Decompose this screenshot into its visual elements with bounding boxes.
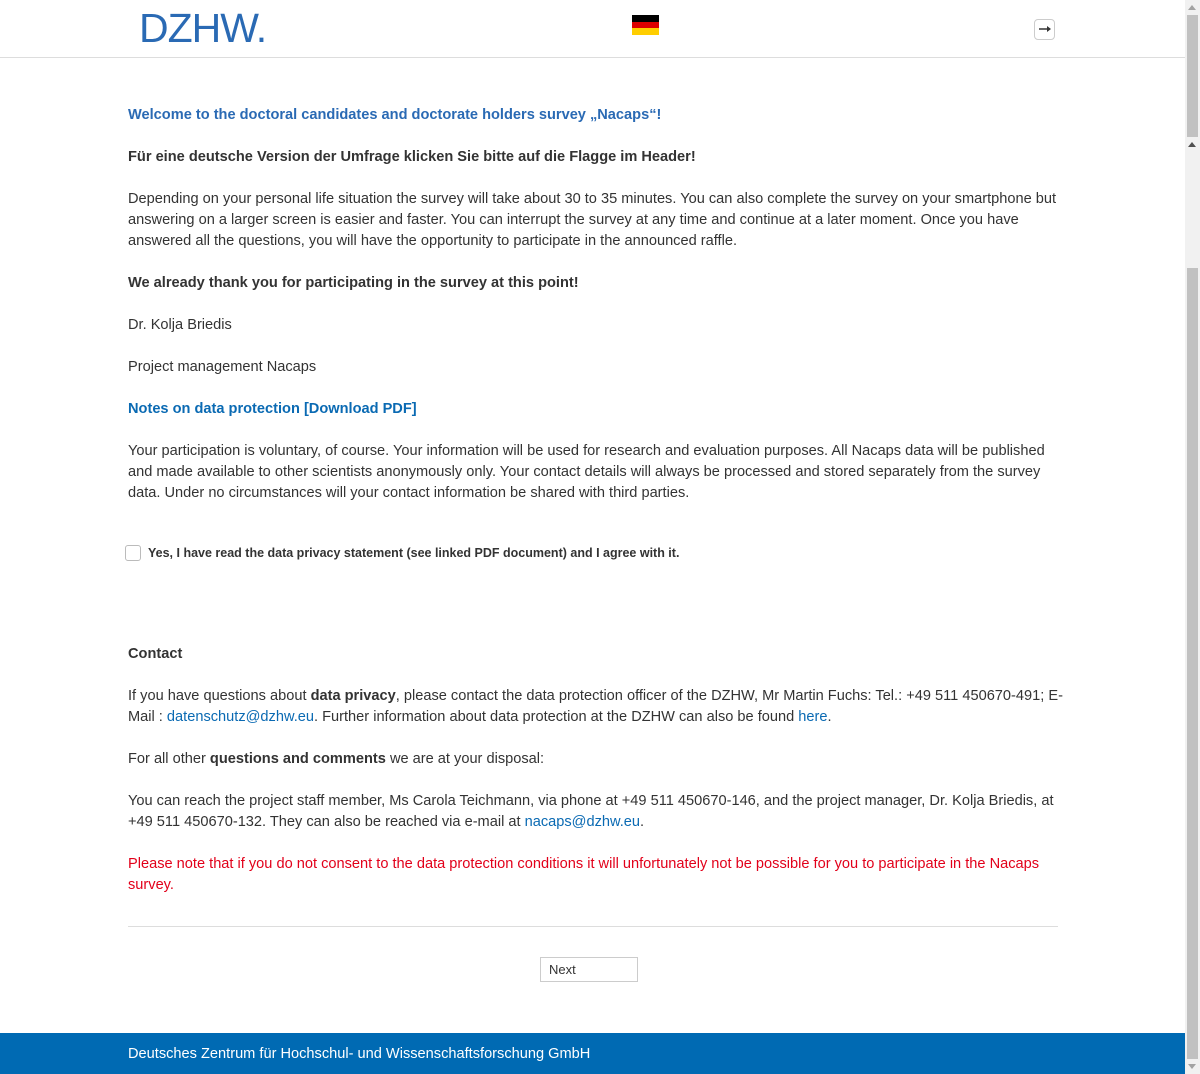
thanks-text: We already thank you for participating in the survey at this point! (128, 275, 579, 291)
scrollbar-thumb[interactable] (1187, 268, 1198, 1059)
scroll-down-icon[interactable] (1188, 1064, 1196, 1069)
consent-label[interactable]: Yes, I have read the data privacy statement (see linked PDF document) and I agree with it. (148, 546, 680, 560)
dzhw-logo[interactable]: DZHW. (139, 5, 267, 51)
exit-button[interactable] (1034, 19, 1055, 40)
scrollbar-thumb-outer[interactable] (1187, 15, 1198, 137)
nacaps-email-link[interactable]: nacaps@dzhw.eu (524, 814, 641, 830)
footer-text: Deutsches Zentrum für Hochschul- und Wissenschaftsforschung GmbH (128, 1046, 591, 1062)
exit-arrow-icon (1038, 24, 1052, 34)
german-flag-icon[interactable] (632, 15, 659, 35)
consent-warning: Please note that if you do not consent to the data protection conditions it will unfortunately not be possible for you to participate in the Nacaps survey. (128, 856, 1040, 893)
scroll-up-icon-inner[interactable] (1188, 142, 1196, 147)
staff-contact-text: You can reach the project staff member, Ms Carola Teichmann, via phone at +49 511 450670-146, and the project manager, Dr. Kolja Briedis, at +49 511 450670-132. They can also be reached via e-mail at nacaps@dzhw.eu. (128, 793, 1054, 830)
intro-section (128, 105, 1058, 525)
contact-heading: Contact (128, 646, 183, 662)
header (0, 0, 1185, 58)
contact-section (128, 644, 1063, 917)
welcome-title: Welcome to the doctoral candidates and doctorate holders survey „Nacaps“! (128, 107, 662, 123)
german-hint: Für eine deutsche Version der Umfrage klicken Sie bitte auf die Flagge im Header! (128, 149, 696, 165)
signature-role: Project management Nacaps (128, 359, 317, 375)
privacy-email-link[interactable]: datenschutz@dzhw.eu (166, 709, 314, 725)
signature-name: Dr. Kolja Briedis (128, 317, 232, 333)
scroll-up-icon[interactable] (1188, 5, 1196, 10)
privacy-here-link[interactable]: here (798, 709, 828, 725)
scrollbar[interactable] (1185, 0, 1200, 1074)
divider (128, 926, 1058, 927)
voluntary-text: Your participation is voluntary, of course. Your information will be used for research and evaluation purposes. All Nacaps data will be published and made available to other scientists anonymously only. Your contact details will always be processed and stored separately from the survey data. Under no circumstances will your contact information be shared with third parties. (128, 443, 1045, 501)
footer (0, 1033, 1185, 1074)
next-button[interactable]: Next (540, 957, 638, 982)
other-questions-text: For all other questions and comments we are at your disposal: (128, 751, 545, 767)
privacy-contact-text: If you have questions about data privacy, please contact the data protection officer of the DZHW, Mr Martin Fuchs: Tel.: +49 511 450670-491; E-Mail : datenschutz@dzhw.eu. Further information about data protection at the DZHW can also be found here. (128, 688, 1063, 725)
data-protection-pdf-link[interactable]: Notes on data protection [Download PDF] (128, 401, 417, 417)
consent-checkbox[interactable] (125, 545, 141, 561)
duration-text: Depending on your personal life situation the survey will take about 30 to 35 minutes. You can also complete the survey on your smartphone but answering on a larger screen is easier and faster. You can interrupt the survey at any time and continue at a later moment. Once you have answered all the questions, you will have the opportunity to participate in the announced raffle. (128, 191, 1057, 249)
